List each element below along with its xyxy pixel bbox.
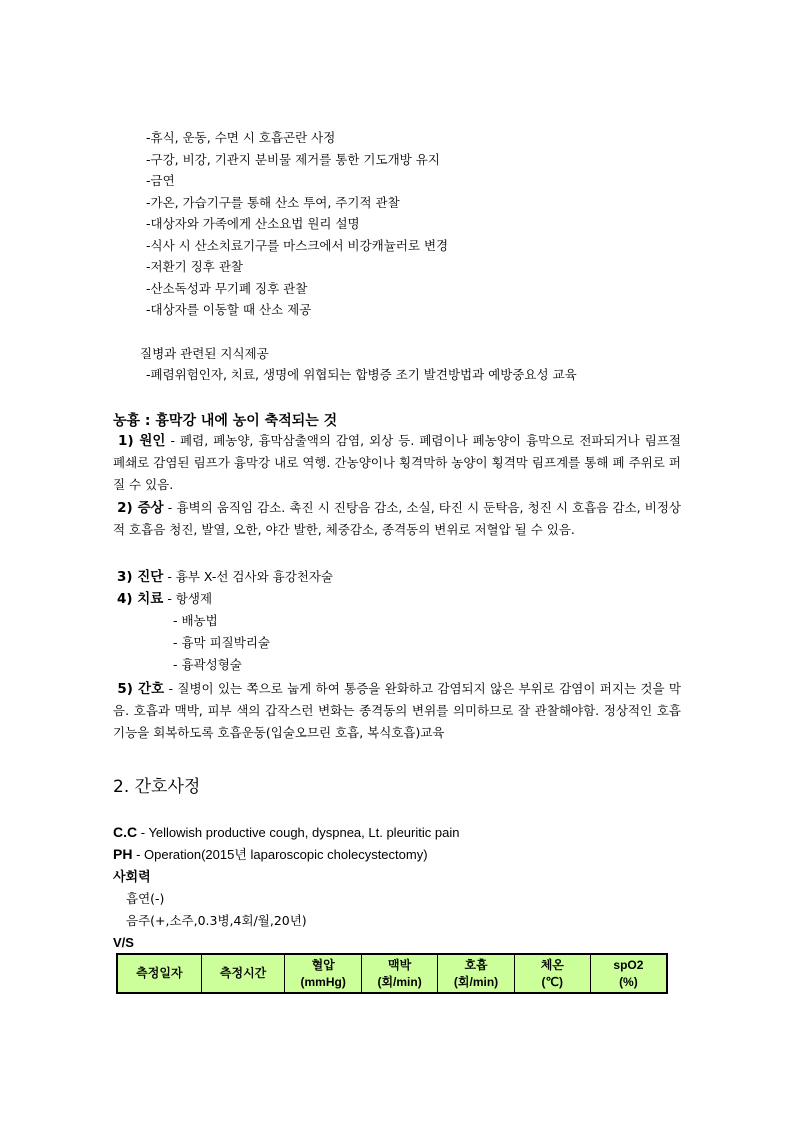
empyema-title: 농흉 : 흉막강 내에 농이 축적되는 것 bbox=[113, 413, 338, 429]
treatment-first: - 항생제 bbox=[163, 591, 213, 606]
diagnosis-text: - 흉부 X-선 검사와 흉강천자술 bbox=[163, 569, 333, 584]
ph-label: PH bbox=[113, 846, 133, 862]
header-cell: 체온 (℃) bbox=[514, 954, 590, 993]
empyema-treatment bbox=[113, 588, 212, 610]
header-cell: 혈압 (mmHg) bbox=[285, 954, 361, 993]
cc-text: - Yellowish productive cough, dyspnea, Lt. pleuritic pain bbox=[137, 825, 460, 840]
past-history bbox=[113, 844, 428, 865]
section-title: 2. 간호사정 bbox=[113, 777, 201, 797]
care-item: -금연 bbox=[146, 173, 175, 188]
care-item: -가온, 가습기구를 통해 산소 투여, 주기적 관찰 bbox=[146, 195, 400, 210]
treatment-item: - 흉막 피질박리술 bbox=[173, 635, 270, 650]
header-cell: 맥박 (회/min) bbox=[361, 954, 437, 993]
care-item: -저환기 징후 관찰 bbox=[146, 259, 243, 274]
header-cell: 호흡 (회/min) bbox=[438, 954, 514, 993]
ph-text: - Operation(2015년 laparoscopic cholecystectomy) bbox=[132, 847, 428, 862]
header-cell: 측정시간 bbox=[201, 954, 285, 993]
treatment-item: - 흉곽성형술 bbox=[173, 657, 242, 672]
care-item: -대상자와 가족에게 산소요법 원리 설명 bbox=[146, 216, 360, 231]
empyema-diagnosis bbox=[113, 566, 333, 588]
diagnosis-heading: 3) 진단 bbox=[116, 569, 164, 585]
social-item: 흡연(-) bbox=[126, 891, 165, 906]
social-item: 음주(+,소주,0.3병,4회/월,20년) bbox=[126, 913, 307, 928]
symptom-text: - 흉벽의 움직임 감소. 촉진 시 진탕음 감소, 소실, 타진 시 둔탁음, 청진 시 호흡음 감소, 비정상적 호흡음 청진, 발열, 오한, 야간 발한, 체중감소, 종격동의 변위로 저혈압 될 수 있음. bbox=[113, 500, 681, 537]
chief-complaint bbox=[113, 822, 459, 843]
vs-label: V/S bbox=[113, 935, 134, 950]
treatment-item: - 배농법 bbox=[173, 613, 218, 628]
nursing-heading: 5) 간호 bbox=[117, 681, 165, 697]
header-cell: spO2 (%) bbox=[590, 954, 667, 993]
knowledge-heading: 질병과 관련된 지식제공 bbox=[140, 346, 269, 361]
social-history-label: 사회력 bbox=[113, 870, 151, 885]
symptom-heading: 2) 증상 bbox=[117, 500, 164, 516]
care-item: -산소독성과 무기폐 징후 관찰 bbox=[146, 281, 308, 296]
table-row bbox=[117, 954, 667, 993]
vital-signs-table bbox=[116, 953, 668, 994]
cc-label: C.C bbox=[113, 824, 138, 840]
care-item: -대상자를 이동할 때 산소 제공 bbox=[146, 302, 312, 317]
care-item: -휴식, 운동, 수면 시 호흡곤란 사정 bbox=[146, 130, 336, 145]
treatment-heading: 4) 치료 bbox=[116, 591, 164, 607]
care-item: -구강, 비강, 기관지 분비물 제거를 통한 기도개방 유지 bbox=[146, 152, 440, 167]
header-cell: 측정일자 bbox=[117, 954, 201, 993]
cause-text: - 폐렴, 폐농양, 흉막삼출액의 감염, 외상 등. 폐렴이나 폐농양이 흉막으로 전파되거나 림프절 폐쇄로 감염된 림프가 흉막강 내로 역행. 간농양이나 횡격막하 농양이 횡격막 림프계를 통해 폐 주위로 퍼질 수 있음. bbox=[113, 433, 681, 492]
empyema-cause bbox=[113, 430, 681, 496]
empyema-nursing bbox=[113, 678, 681, 744]
empyema-symptom bbox=[113, 497, 681, 541]
cause-heading: 1) 원인 bbox=[118, 433, 166, 449]
knowledge-item: -폐렴위험인자, 치료, 생명에 위협되는 합병증 조기 발견방법과 예방중요성 교육 bbox=[146, 367, 577, 382]
care-item: -식사 시 산소치료기구를 마스크에서 비강캐뉼러로 변경 bbox=[146, 238, 449, 253]
nursing-text: - 질병이 있는 쪽으로 눕게 하여 통증을 완화하고 감염되지 않은 부위로 감염이 퍼지는 것을 막음. 호흡과 맥박, 피부 색의 갑작스런 변화는 종격동의 변위를 의미하므로 잘 관찰해야함. 정상적인 호흡기능을 회복하도록 호흡운동(입술오므린 호흡, 복식호흡)교육 bbox=[113, 681, 681, 740]
